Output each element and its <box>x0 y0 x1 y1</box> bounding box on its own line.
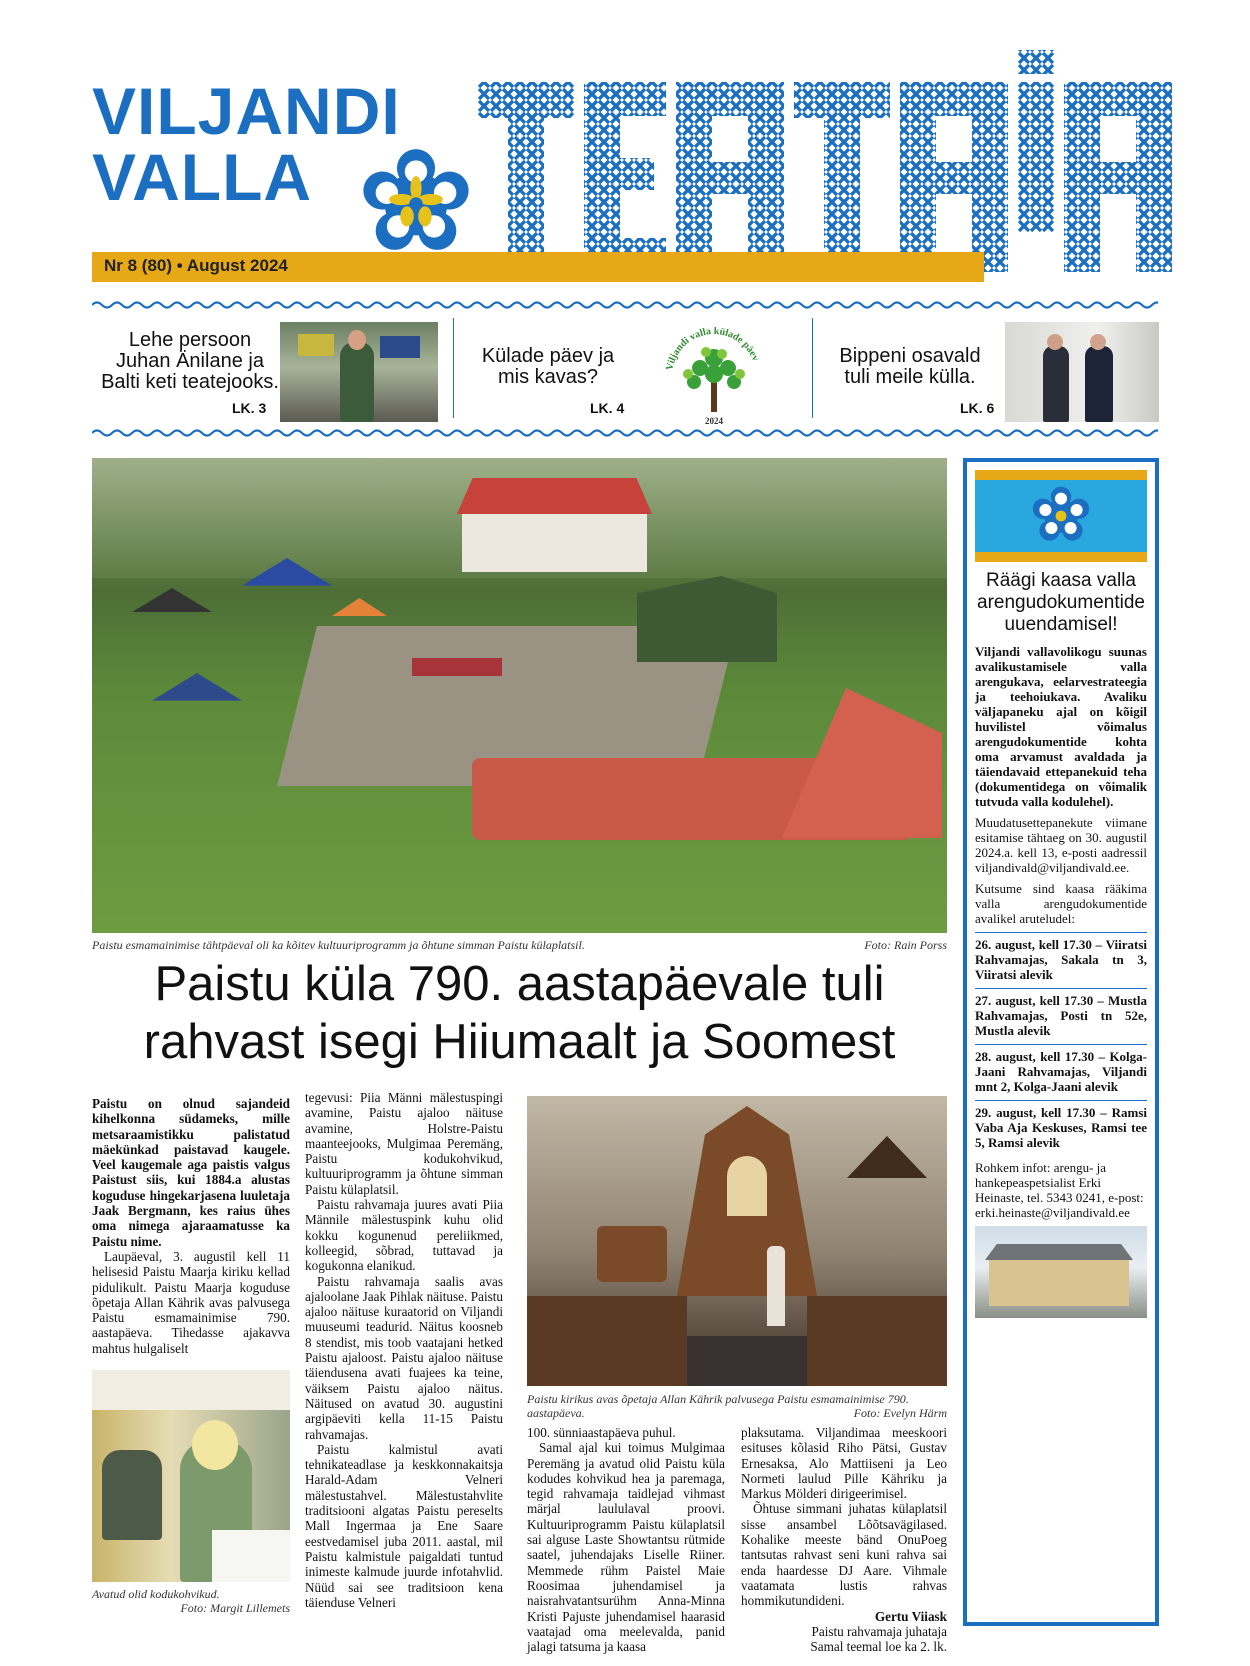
sidebar-content <box>975 470 1147 1318</box>
photo-cafe-credit: Foto: Margit Lillemets <box>180 1601 290 1615</box>
teaser-page-1[interactable]: LK. 3 <box>232 400 267 416</box>
teaser-page-3[interactable]: LK. 6 <box>960 400 995 416</box>
sidebar-contact: Rohkem infot: arengu- ja hankepeaspetsialist Erki Heinaste, tel. 5343 0241, e-post: erki.heinaste@viljandivald.ee <box>975 1160 1144 1220</box>
sidebar-deadline: Muudatusettepanekute viimane esitamise tähtaeg on 30. augustil 2024.a. kell 13, e-posti aadressil viljandivald@viljandivald.ee. <box>975 815 1147 875</box>
teaser-text-2[interactable]: Külade päev ja mis kavas? <box>481 345 615 388</box>
logo-year: 2024 <box>705 416 723 426</box>
sidebar-intro: Viljandi vallavolikogu suunas avalikustamisele valla arengukava, eelarvestrateegia ja teehoiukava. Avaliku väljapaneku ajal on kõigil huvilistel võimalus arengudokumentide kohta oma arvamust avaldada ja täiendavaid ettepanekuid teha (dokumentidega on võimalik tutvuda valla kodulehel). <box>975 644 1147 809</box>
article-column-2 <box>305 1090 503 1610</box>
main-photo-credit: Foto: Rain Porss <box>864 938 947 952</box>
flower-emblem-icon <box>360 148 472 260</box>
photo-church-interior <box>527 1096 947 1386</box>
article-paragraph: 100. sünniaastapäeva puhul. <box>527 1425 676 1440</box>
article-column-3 <box>527 1425 725 1654</box>
masthead-name <box>92 74 401 214</box>
kulade-paev-logo[interactable] <box>660 320 768 432</box>
logo-arc-text: Viljandi valla külade päev <box>664 325 761 372</box>
main-photo-festival <box>92 458 947 933</box>
sidebar-event: 28. august, kell 17.30 – Kolga-Jaani Rahvamajas, Viljandi mnt 2, Kolga-Jaani alevik <box>975 1044 1147 1094</box>
article-paragraph: tegevusi: Piia Männi mälestuspingi avamine, Paistu ajaloo näituse avamine, Holstre-Paistu maanteejooks, Mulgimaa Peremäng, Paistu kodukohvikud, kultuuriprogramm ja õhtune simman Paistu külaplatsil. <box>305 1090 503 1197</box>
article-column-4 <box>741 1425 947 1654</box>
article-continued[interactable]: Samal teemal loe ka 2. lk. <box>810 1639 947 1655</box>
sidebar-title: Räägi kaasa valla arengudokumentide uuendamisel! <box>977 570 1145 635</box>
teataja-title-text: TEATAJA <box>478 40 483 41</box>
article-headline: Paistu küla 790. aastapäevale tuli rahvast isegi Hiiumaalt ja Soomest <box>143 957 896 1069</box>
article-paragraph: Paistu rahvamaja juures avati Piia Männile mälestuspink kuhu olid kokku kogunenud pereliikmed, kolleegid, sõbrad, tuttavad ja kogukonna elanikud. <box>305 1197 503 1274</box>
teaser-photo-handshake[interactable] <box>1005 322 1159 422</box>
article-author: Gertu Viiask <box>874 1608 947 1624</box>
article-paragraph: plaksutama. Viljandimaa meeskoori esituses kõlasid Riho Pätsi, Gustav Ernesaksa, Alo Mattiiseni ja Leo Normeti laulud Pille Kähriku ja Markus Mölderi dirigeerimisel. <box>741 1425 947 1502</box>
article-paragraph: Laupäeval, 3. augustil kell 11 helisesid Paistu Maarja kiriku kellad pidulikult. Paistu Maarja koguduse õpetaja Allan Kährik avas palvusega Paistu esmamainimise 790. aastapäeva. Tihedasse ajakavva mahtus hulgaliselt <box>92 1248 290 1356</box>
photo-church-caption: Paistu kirikus avas õpetaja Allan Kährik palvusega Paistu esmamainimise 790. aastapäeva. <box>527 1392 909 1420</box>
sidebar-event: 27. august, kell 17.30 – Mustla Rahvamajas, Posti tn 52e, Mustla alevik <box>975 988 1147 1038</box>
sidebar-invite: Kutsume sind kaasa rääkima valla arengudokumentide avalikel aruteludel: <box>975 881 1147 926</box>
article-paragraph: Paistu rahvamaja saalis avas ajaloolane Jaak Pihlak näituse. Paistu ajaloo näituse kuraatorid on Viljandi muuseumi teadurid. Näitus koosneb 8 stendist, mis toob vaatajani hetked Paistu ajaloost. Paistu ajaloo näituse täiendusena avati fuajees ka teine, väiksem Paistu ajaloo näitus. Näitused on avatud 30. augustini argipäeviti kella 11-15 Paistu rahvamajas. <box>305 1273 503 1442</box>
main-photo-caption: Paistu esmamainimise tähtpäeval oli ka kõitev kultuuriprogramm ja õhtune simman Paistu külaplatsil. <box>92 938 585 952</box>
teaser-separator <box>453 318 454 418</box>
masthead-line2: VALLA <box>92 140 313 214</box>
masthead-line1: VILJANDI <box>92 74 401 148</box>
teaser-text-3[interactable]: Bippeni osavald tuli meile külla. <box>839 345 981 388</box>
article-paragraph: Õhtuse simmani juhatas külaplatsil sisse ansambel Lõõtsavägilased. Kohalike meeste bänd OnuPoeg tantsutas rahvast seni kuni rahva sai enda haardesse DJ Aare. Vihmale vaatamata lustis rahvas hommikutundideni. <box>741 1501 947 1609</box>
issue-bar: Nr 8 (80) • August 2024 <box>92 252 984 282</box>
article-paragraph: Samal ajal kui toimus Mulgimaa Peremäng ja avatud olid Paistu küla kodudes kohvikud hea ja paremaga, tegid rahvamaja taidlejad vihmast märjal laululaval proovi. Kultuuriprogramm Paistu külaplatsil sai alguse Laste Showtantsu rütmide saatel, juhendajaks Liselle Riiner. Memmede rühm Paistel Maie Roosimaa juhendamisel ja naisrahvatantsurühm Anna-Minna Kristi Pajuste juhendamisel haarasid vaatajad oma meelevalda, panid jalagi tatsuma ja kaasa <box>527 1440 725 1655</box>
sidebar-event: 26. august, kell 17.30 – Viiratsi Rahvamajas, Sakala tn 3, Viiratsi alevik <box>975 932 1147 982</box>
flower-emblem-icon <box>1031 486 1091 546</box>
article-lead: Paistu on olnud sajandeid kihelkonna südameks, mille metsaraamistikku palistatud mäekünkad paistavad kaugele. Veel kaugemale aga paistis valgus Paistust siis, kui 1884.a alustas koguduse hingekarjasena luuletaja Jaak Bergmann, kes raius ühes oma nimega ajaraamatusse ka Paistu nime. <box>92 1096 290 1249</box>
photo-church-credit: Foto: Evelyn Härm <box>853 1406 947 1420</box>
photo-cafe <box>92 1370 290 1582</box>
sidebar-event: 29. august, kell 17.30 – Ramsi Vaba Aja Keskuses, Ramsi tee 5, Ramsi alevik <box>975 1100 1147 1150</box>
article-author-role: Paistu rahvamaja juhataja <box>811 1623 947 1639</box>
photo-cafe-caption: Avatud olid kodukohvikud. <box>92 1587 220 1601</box>
teaser-text-1[interactable]: Lehe persoon Juhan Änilane ja Balti keti teatejooks. <box>101 329 279 393</box>
article-paragraph: Paistu kalmistul avati tehnikateadlase ja keskkonnakaitsja Harald-Adam Velneri mälestustahvel. Mälestustahvlite traditsiooni algatas Paistu pereselts Mall Ingermaa ja Ene Saare eestvedamisel juba 2011. aastal, mil Paistu kalmistule paigaldati tuntud inimeste kalmude juurde infotahvlid. Nüüd sai see traditsioon kena täienduse Velneri <box>305 1441 503 1610</box>
wave-divider-top <box>92 300 1158 310</box>
photo-building <box>975 1226 1147 1318</box>
flag-emblem <box>975 470 1147 562</box>
teaser-page-2[interactable]: LK. 4 <box>590 400 625 416</box>
article-column-1 <box>92 1096 290 1356</box>
teaser-separator <box>812 318 813 418</box>
teaser-photo-runner[interactable] <box>280 322 438 422</box>
wave-divider-bottom <box>92 428 1158 438</box>
